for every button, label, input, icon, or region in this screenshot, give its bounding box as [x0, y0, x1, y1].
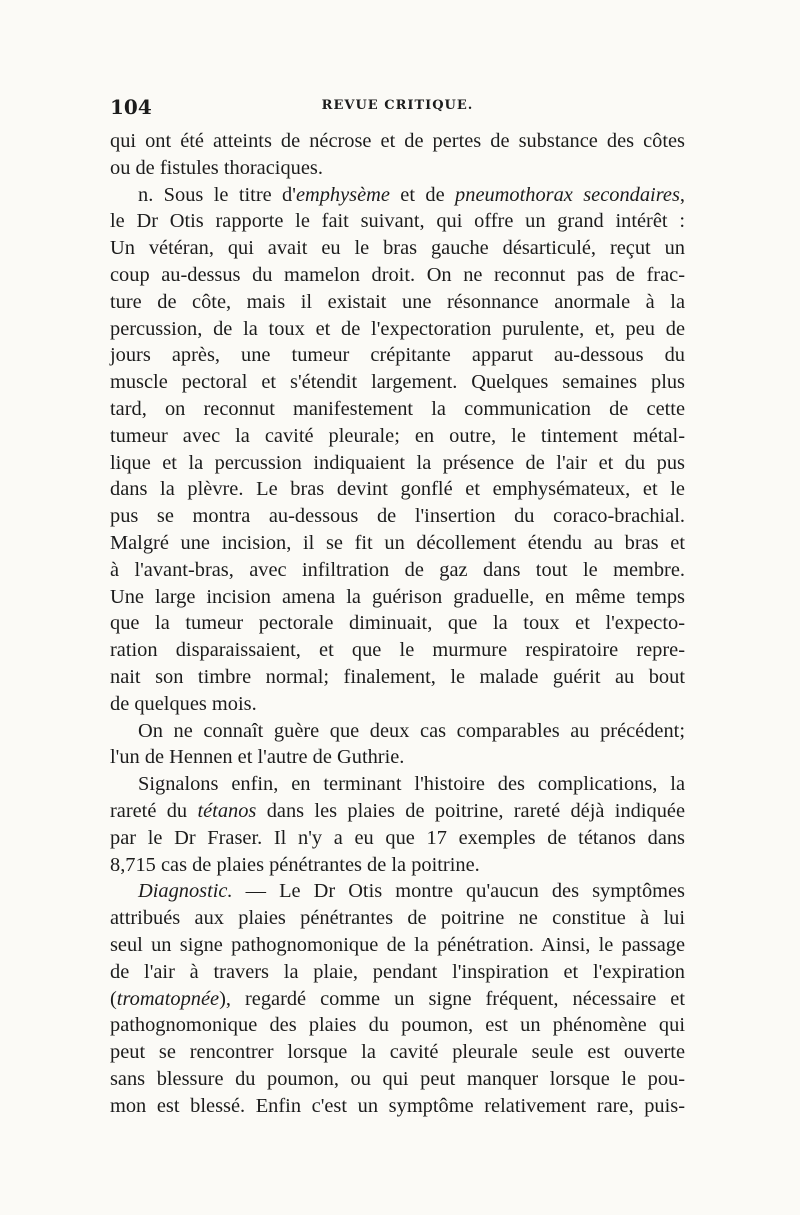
- text-line: [110, 1039, 685, 1066]
- text-run: par le Dr Fraser. Il n'y a eu que 17 exemples de tétanos dans: [110, 826, 685, 849]
- text-line: [110, 852, 685, 879]
- text-line: [110, 986, 685, 1013]
- text-run: mon est blessé. Enfin c'est un symptôme relativement rare, puis-: [110, 1094, 685, 1117]
- body-text: [110, 128, 685, 1119]
- text-line: [110, 905, 685, 932]
- text-line: [110, 798, 685, 825]
- text-run: dans la plèvre. Le bras devint gonflé et emphysémateux, et le: [110, 478, 685, 501]
- text-line: [110, 1066, 685, 1093]
- text-run: ou de fistules thoraciques.: [110, 156, 323, 179]
- text-run: ration disparaissaient, et que le murmure respiratoire repre-: [110, 639, 685, 662]
- text-line: [110, 1012, 685, 1039]
- text-run: l'un de Hennen et l'autre de Guthrie.: [110, 746, 405, 769]
- text-line: [110, 342, 685, 369]
- italic-text: Diagnostic.: [138, 880, 233, 903]
- text-run: n. Sous le titre d': [138, 183, 296, 206]
- text-run: et de: [389, 183, 456, 206]
- text-line: [110, 557, 685, 584]
- text-run: peut se rencontrer lorsque la cavité pleurale seule est ouverte: [110, 1041, 685, 1064]
- text-run: nait son timbre normal; finalement, le malade guérit au bout: [110, 665, 685, 688]
- text-run: pathognomonique des plaies du poumon, est un phénomène qui: [110, 1014, 685, 1037]
- text-run: percussion, de la toux et de l'expectoration purulente, et, peu de: [110, 317, 685, 340]
- text-line: [110, 932, 685, 959]
- text-line: [110, 744, 685, 771]
- text-line: [110, 664, 685, 691]
- text-line: [110, 771, 685, 798]
- text-run: On ne connaît guère que deux cas comparables au précédent;: [138, 719, 685, 742]
- text-run: de l'air à travers la plaie, pendant l'inspiration et l'expiration: [110, 960, 685, 983]
- text-run: le Dr Otis rapporte le fait suivant, qui offre un grand intérêt :: [110, 210, 685, 233]
- text-line: [110, 450, 685, 477]
- text-run: rareté du: [110, 799, 198, 822]
- text-run: 8,715 cas de plaies pénétrantes de la poitrine.: [110, 853, 480, 876]
- italic-text: emphysème: [295, 183, 390, 206]
- text-line: [110, 825, 685, 852]
- text-run: coup au-dessus du mamelon droit. On ne reconnut pas de frac-: [110, 263, 685, 286]
- text-run: que la tumeur pectorale diminuait, que la toux et l'expecto-: [110, 612, 685, 635]
- italic-text: pneumothorax secondaires: [455, 183, 680, 206]
- text-run: ), regardé comme un signe fréquent, nécessaire et: [219, 987, 685, 1010]
- text-line: [110, 637, 685, 664]
- text-line: [110, 503, 685, 530]
- running-title: REVUE CRITIQUE.: [321, 98, 474, 113]
- text-line: [110, 584, 685, 611]
- text-run: de quelques mois.: [110, 692, 257, 715]
- text-line: [110, 316, 685, 343]
- text-run: lique et la percussion indiquaient la présence de l'air et du pus: [110, 451, 685, 474]
- text-line: [110, 182, 685, 209]
- text-run: Signalons enfin, en terminant l'histoire des complications, la: [138, 773, 685, 796]
- text-line: [110, 959, 685, 986]
- text-line: [110, 396, 685, 423]
- text-line: [110, 718, 685, 745]
- text-run: muscle pectoral et s'étendit largement. Quelques semaines plus: [110, 371, 685, 394]
- text-line: [110, 208, 685, 235]
- text-line: [110, 1093, 685, 1120]
- text-line: [110, 235, 685, 262]
- text-run: seul un signe pathognomonique de la pénétration. Ainsi, le passage: [110, 933, 685, 956]
- text-line: [110, 128, 685, 155]
- text-line: [110, 610, 685, 637]
- text-run: dans les plaies de poitrine, rareté déjà indiquée: [256, 799, 685, 822]
- text-line: [110, 289, 685, 316]
- text-run: sans blessure du poumon, ou qui peut manquer lorsque le pou-: [110, 1067, 685, 1090]
- text-run: tumeur avec la cavité pleurale; en outre, le tintement métal-: [110, 424, 685, 447]
- text-line: [110, 530, 685, 557]
- italic-text: tétanos: [197, 799, 257, 822]
- text-run: pus se montra au-dessous de l'insertion du coraco-brachial.: [110, 505, 685, 528]
- text-run: à l'avant-bras, avec infiltration de gaz dans tout le membre.: [110, 558, 685, 581]
- text-run: attribués aux plaies pénétrantes de poitrine ne constitue à lui: [110, 907, 685, 930]
- page-header: [110, 95, 685, 123]
- text-run: — Le Dr Otis montre qu'aucun des symptômes: [232, 880, 685, 903]
- text-run: jours après, une tumeur crépitante apparut au-dessous du: [110, 344, 685, 367]
- text-line: [110, 878, 685, 905]
- text-run: (: [110, 987, 117, 1010]
- text-run: Un vétéran, qui avait eu le bras gauche désarticulé, reçut un: [110, 237, 685, 260]
- page-number: 104: [110, 95, 152, 119]
- italic-text: tromatopnée: [116, 987, 220, 1010]
- text-run: tard, on reconnut manifestement la communication de cette: [110, 397, 685, 420]
- text-line: [110, 369, 685, 396]
- text-run: Une large incision amena la guérison graduelle, en même temps: [110, 585, 685, 608]
- text-run: ture de côte, mais il existait une résonnance anormale à la: [110, 290, 685, 313]
- text-run: qui ont été atteints de nécrose et de pertes de substance des côtes: [110, 130, 685, 152]
- text-line: [110, 155, 685, 182]
- text-run: Malgré une incision, il se fit un décollement étendu au bras et: [110, 531, 685, 554]
- text-line: [110, 691, 685, 718]
- text-line: [110, 262, 685, 289]
- text-line: [110, 476, 685, 503]
- text-run: ,: [679, 183, 685, 206]
- text-line: [110, 423, 685, 450]
